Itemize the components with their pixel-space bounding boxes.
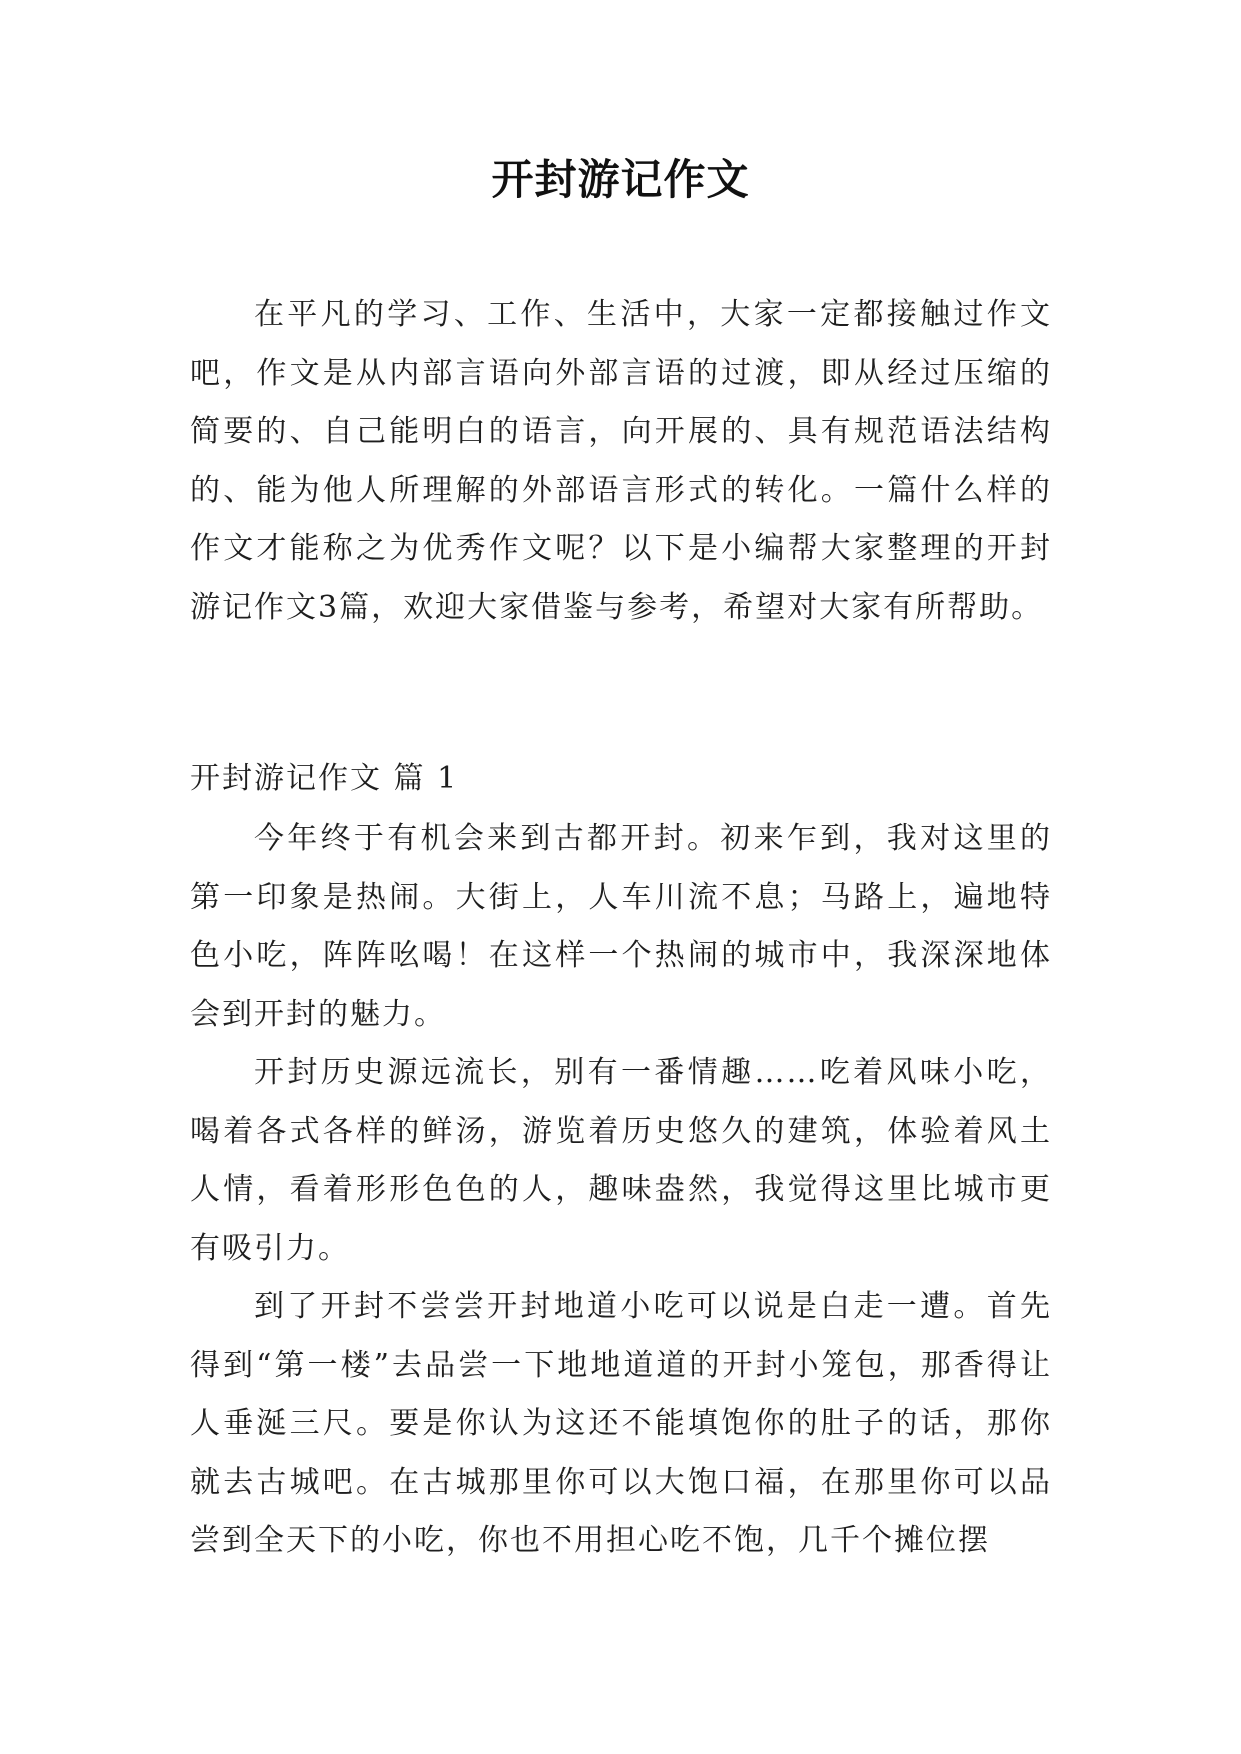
intro-section [190, 286, 1052, 637]
essay-paragraph-1: 今年终于有机会来到古都开封。初来乍到，我对这里的第一印象是热闹。大街上，人车川流不息；马路上，遍地特色小吃，阵阵吆喝！在这样一个热闹的城市中，我深深地体会到开封的魅力。 [190, 821, 1052, 1032]
essay-paragraph-3: 到了开封不尝尝开封地道小吃可以说是白走一遭。首先得到“第一楼”去品尝一下地地道道的开封小笼包，那香得让人垂涎三尺。要是你认为这还不能填饱你的肚子的话，那你就去古城吧。在古城那里你可以大饱口福，在那里你可以品尝到全天下的小吃，你也不用担心吃不饱，几千个摊位摆 [190, 1289, 1052, 1558]
intro-paragraph: 在平凡的学习、工作、生活中，大家一定都接触过作文吧，作文是从内部言语向外部言语的过渡，即从经过压缩的简要的、自己能明白的语言，向开展的、具有规范语法结构的、能为他人所理解的外部语言形式的转化。一篇什么样的作文才能称之为优秀作文呢？以下是小编帮大家整理的开封游记作文3篇，欢迎大家借鉴与参考，希望对大家有所帮助。 [190, 297, 1052, 625]
document-title: 开封游记作文 [491, 155, 750, 204]
essay-paragraph-2: 开封历史源远流长，别有一番情趣……吃着风味小吃，喝着各式各样的鲜汤，游览着历史悠久的建筑，体验着风土人情，看着形形色色的人，趣味盎然，我觉得这里比城市更有吸引力。 [190, 1055, 1052, 1266]
essay-body [190, 810, 1052, 1571]
section-heading: 开封游记作文 篇 1 [190, 761, 459, 796]
